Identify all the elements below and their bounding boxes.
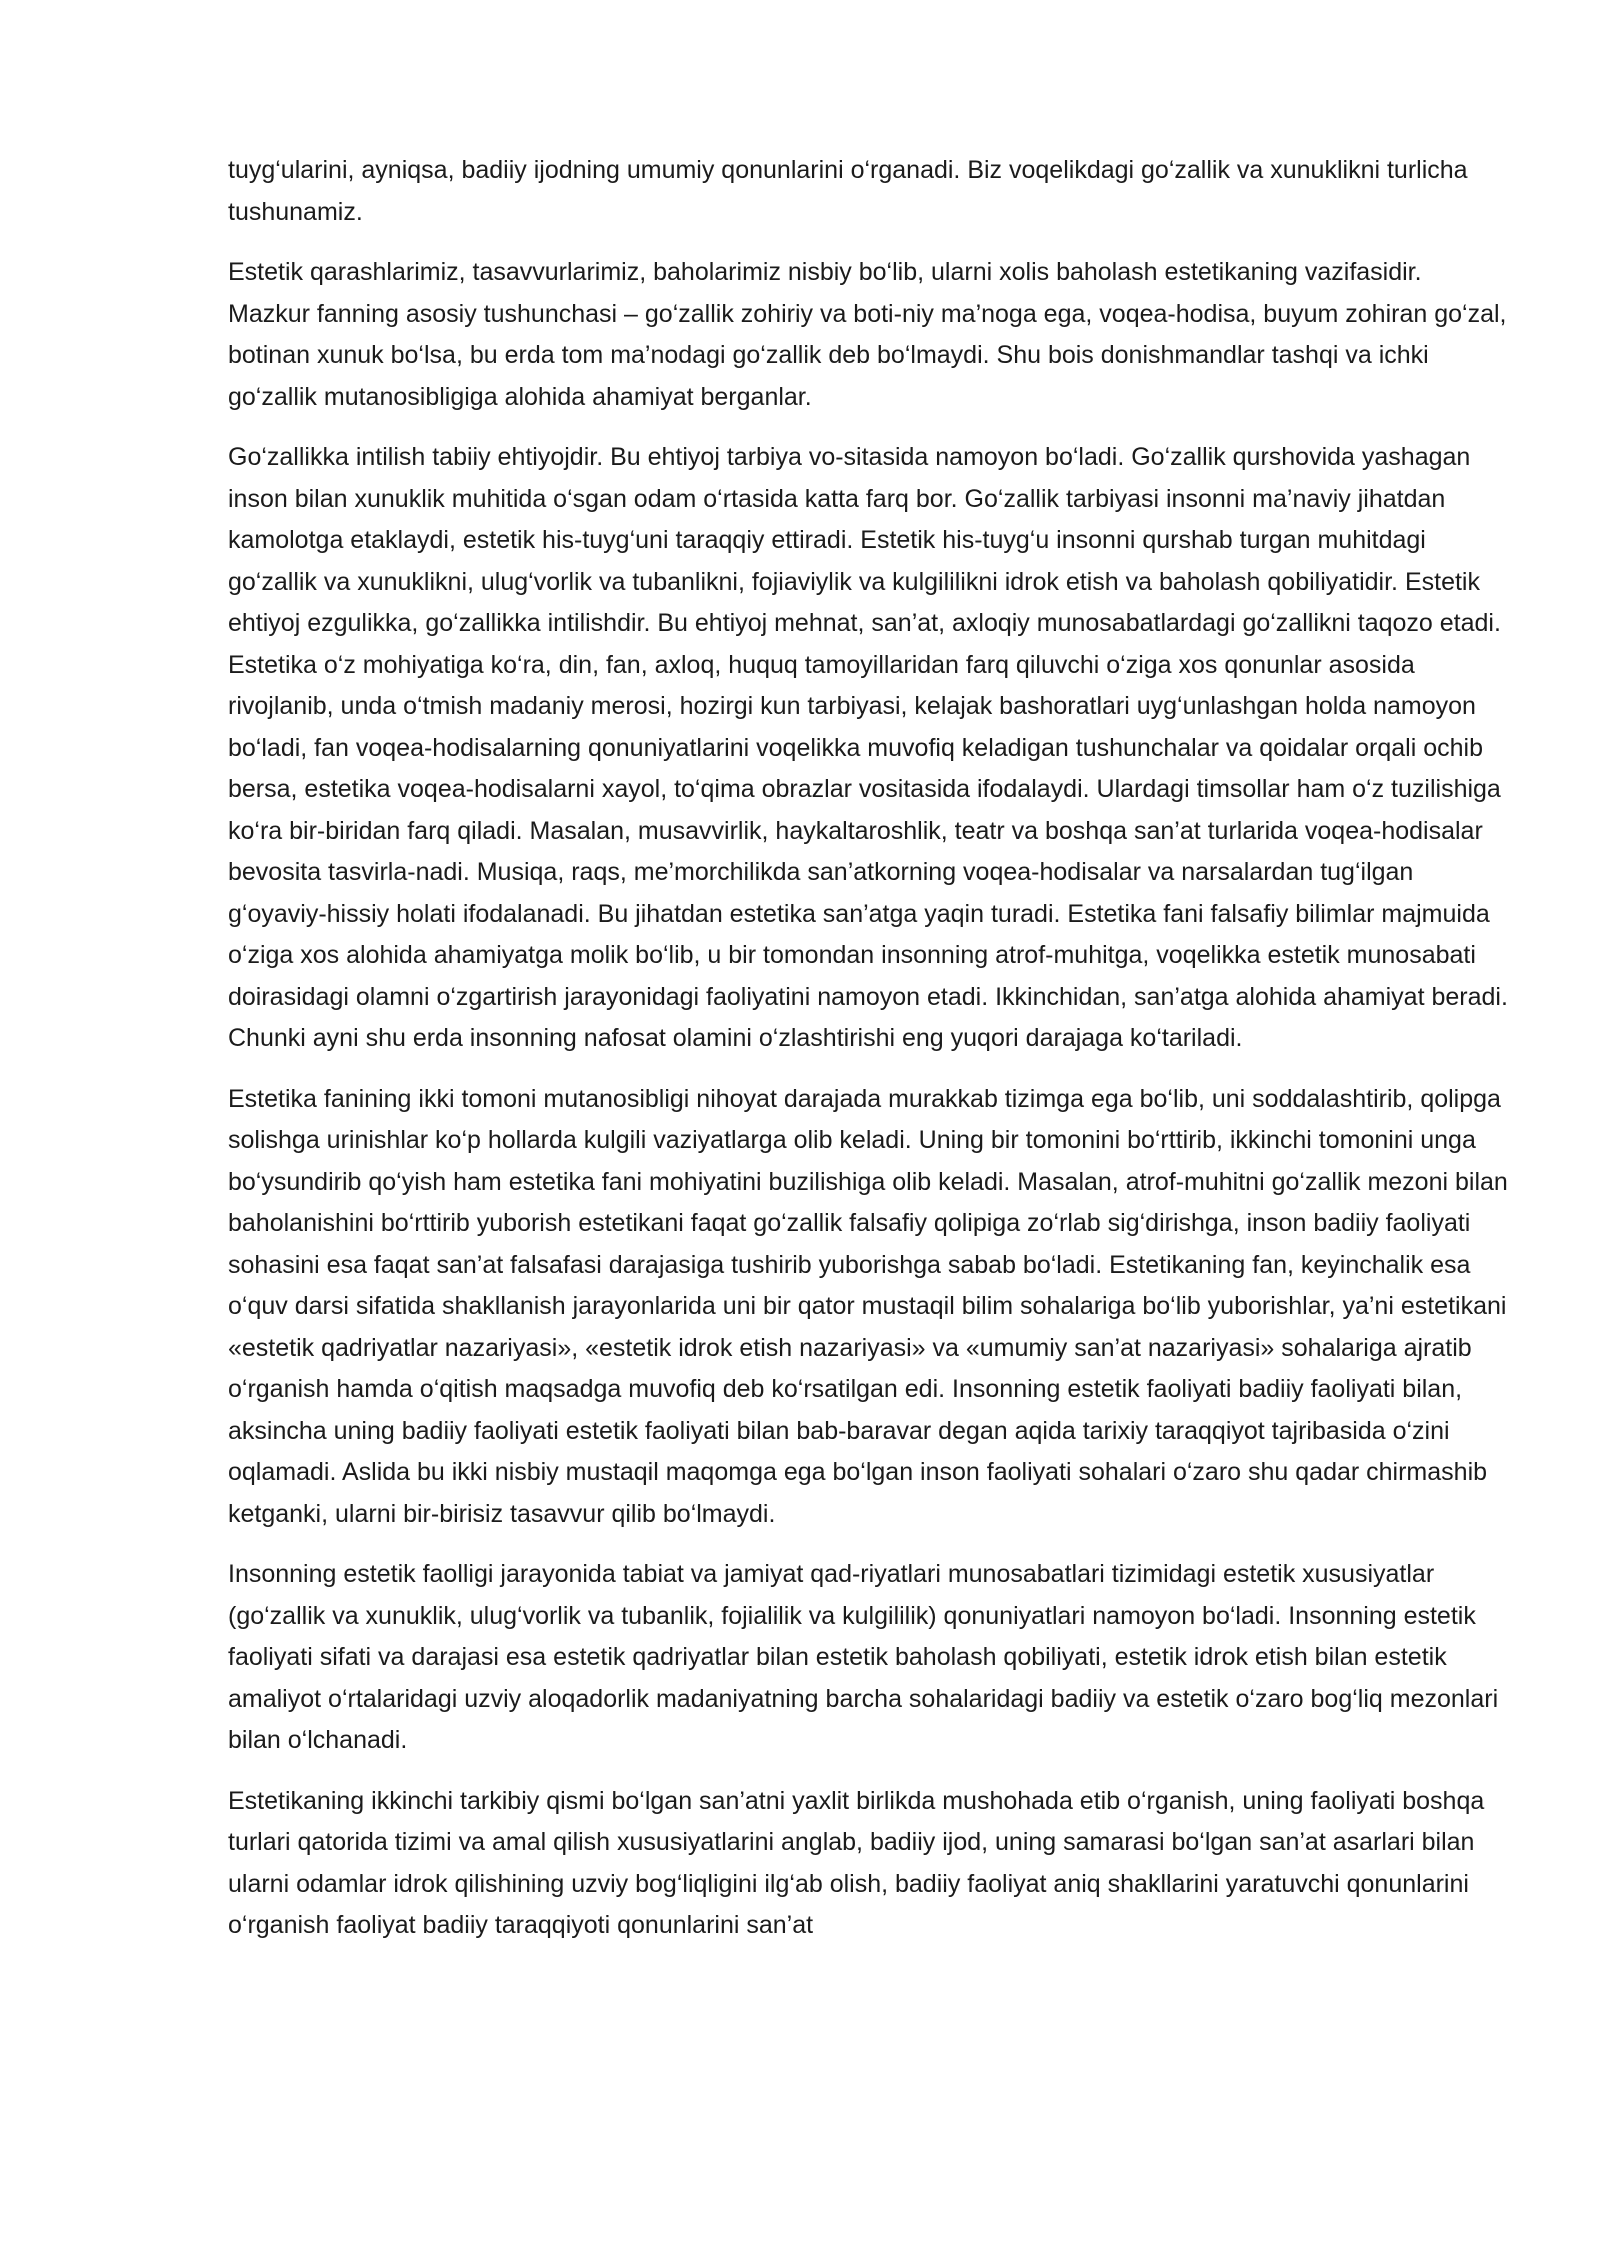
paragraph-4: Estetika fanining ikki tomoni mutanosibligi nihoyat darajada murakkab tizimga ega bo‘lib, uni soddalashtirib, qolipga solishga urinishlar ko‘p hollarda kulgili vaziyatlarga olib keladi. Uning bir tomonini bo‘rttirib, ikkinchi tomonini unga bo‘ysundirib qo‘yish ham estetika fani mohiyatini buzilishiga olib keladi. Masalan, atrof-muhitni go‘zallik mezoni bilan baholanishini bo‘rttirib yuborish estetikani faqat go‘zallik falsafiy qolipiga zo‘rlab sig‘dirishga, inson badiiy faoliyati sohasini esa faqat san’at falsafasi darajasiga tushirib yuborishga sabab bo‘ladi. Estetikaning fan, keyinchalik esa o‘quv darsi sifatida shakllanish jarayonlarida uni bir qator mustaqil bilim sohalariga bo‘lib yuborishlar, ya’ni estetikani «estetik qadriyatlar nazariyasi», «estetik idrok etish nazariyasi» va «umumiy san’at nazariyasi» sohalariga ajratib o‘rganish hamda o‘qitish maqsadga muvofiq deb ko‘rsatilgan edi. Insonning estetik faoliyati badiiy faoliyati bilan, aksincha uning badiiy faoliyati estetik faoliyati bilan bab-baravar degan aqida tarixiy taraqqiyot tajribasida o‘zini oqlamadi. Aslida bu ikki nisbiy mustaqil maqomga ega bo‘lgan inson faoliyati sohalari o‘zaro shu qadar chirmashib ketganki, ularni bir-birisiz tasavvur qilib bo‘lmaydi.	[228, 1084, 1508, 1528]
paragraph-2: Estetik qarashlarimiz, tasavvurlarimiz, baholarimiz nisbiy bo‘lib, ularni xolis baholash estetikaning vazifasidir. Mazkur fanning asosiy tushunchasi – go‘zallik zohiriy va boti-niy ma’noga ega, voqea-hodisa, buyum zohiran go‘zal, botinan xunuk bo‘lsa, bu erda tom ma’nodagi go‘zallik deb bo‘lmaydi. Shu bois donishmandlar tashqi va ichki go‘zallik mutanosibligiga alohida ahamiyat berganlar.	[228, 258, 1507, 411]
paragraph-5: Insonning estetik faolligi jarayonida tabiat va jamiyat qad-riyatlari munosabatlari tizimidagi estetik xususiyatlar (go‘zallik va xunuklik, ulug‘vorlik va tubanlik, fojialilik va kulgililik) qonuniyatlari namoyon bo‘ladi. Insonning estetik faoliyati sifati va darajasi esa estetik qadriyatlar bilan estetik baholash qobiliyati, estetik idrok etish bilan estetik amaliyot o‘rtalaridagi uzviy aloqadorlik madaniyatning barcha sohalaridagi badiiy va estetik o‘zaro bog‘liq mezonlari bilan o‘lchanadi.	[228, 1560, 1499, 1754]
paragraph-6: Estetikaning ikkinchi tarkibiy qismi bo‘lgan san’atni yaxlit birlikda mushohada etib o‘rganish, uning faoliyati boshqa turlari qatorida tizimi va amal qilish xususiyatlarini anglab, badiiy ijod, uning samarasi bo‘lgan san’at asarlari bilan ularni odamlar idrok qilishining uzviy bog‘liqligini ilg‘ab olish, badiiy faoliyat aniq shakllarini yaratuvchi qonunlarini o‘rganish faoliyat badiiy taraqqiyoti qonunlarini san’at	[228, 1786, 1485, 1939]
document-page	[228, 150, 1510, 1966]
paragraph-1: tuyg‘ularini, ayniqsa, badiiy ijodning umumiy qonunlarini o‘rganadi. Biz voqelikdagi go‘zallik va xunuklikni turlicha tushunamiz.	[228, 156, 1468, 226]
paragraph-3: Go‘zallikka intilish tabiiy ehtiyojdir. Bu ehtiyoj tarbiya vo-sitasida namoyon bo‘ladi. Go‘zallik qurshovida yashagan inson bilan xunuklik muhitida o‘sgan odam o‘rtasida katta farq bor. Go‘zallik tarbiyasi insonni ma’naviy jihatdan kamolotga etaklaydi, estetik his-tuyg‘uni taraqqiy ettiradi. Estetik his-tuyg‘u insonni qurshab turgan muhitdagi go‘zallik va xunuklikni, ulug‘vorlik va tubanlikni, fojiaviylik va kulgililikni idrok etish va baholash qobiliyatidir. Estetik ehtiyoj ezgulikka, go‘zallikka intilishdir. Bu ehtiyoj mehnat, san’at, axloqiy munosabatlardagi go‘zallikni taqozo etadi. Estetika o‘z mohiyatiga ko‘ra, din, fan, axloq, huquq tamoyillaridan farq qiluvchi o‘ziga xos qonunlar asosida rivojlanib, unda o‘tmish madaniy merosi, hozirgi kun tarbiyasi, kelajak bashoratlari uyg‘unlashgan holda namoyon bo‘ladi, fan voqea-hodisalarning qonuniyatlarini voqelikka muvofiq keladigan tushunchalar va qoidalar orqali ochib bersa, estetika voqea-hodisalarni xayol, to‘qima obrazlar vositasida ifodalaydi. Ulardagi timsollar ham o‘z tuzilishiga ko‘ra bir-biridan farq qiladi. Masalan, musavvirlik, haykaltaroshlik, teatr va boshqa san’at turlarida voqea-hodisalar bevosita tasvirla-nadi. Musiqa, raqs, me’morchilikda san’atkorning voqea-hodisalar va narsalardan tug‘ilgan g‘oyaviy-hissiy holati ifodalanadi. Bu jihatdan estetika san’atga yaqin turadi. Estetika fani falsafiy bilimlar majmuida o‘ziga xos alohida ahamiyatga molik bo‘lib, u bir tomondan insonning atrof-muhitga, voqelikka estetik munosabati doirasidagi olamni o‘zgartirish jarayonidagi faoliyatini namoyon etadi. Ikkinchidan, san’atga alohida ahamiyat beradi. Chunki ayni shu erda insonning nafosat olamini o‘zlashtirishi eng yuqori darajaga ko‘tariladi.	[228, 443, 1508, 1052]
